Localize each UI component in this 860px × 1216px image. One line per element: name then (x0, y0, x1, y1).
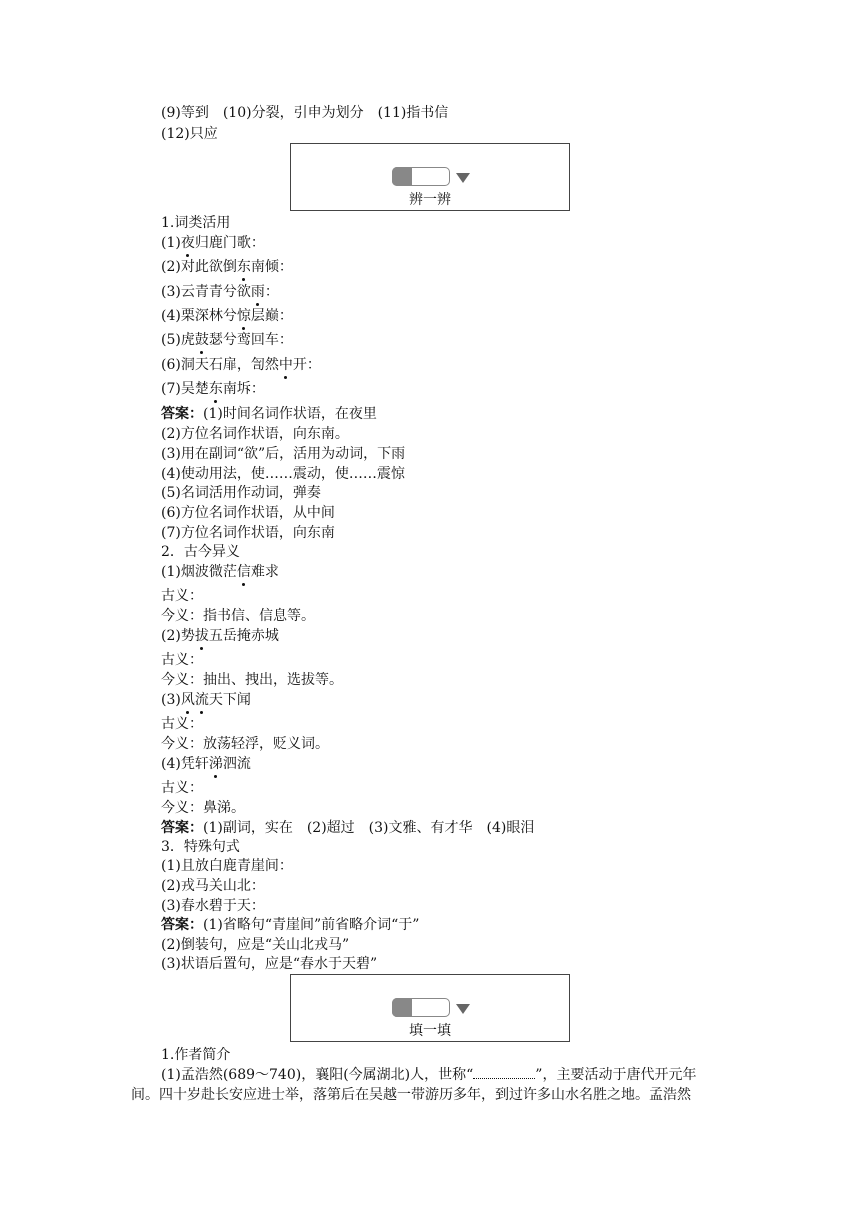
question-line: (1)且放白鹿青崖间： (161, 858, 293, 874)
section-banner-bianyibian (290, 143, 570, 211)
banner-label: 填一填 (409, 1023, 451, 1039)
question-line: (3)云青青兮欲雨： (161, 284, 279, 300)
answer-line: (2)方位名词作状语，向东南。 (161, 426, 349, 442)
section-heading: 2．古今异义 (161, 544, 240, 560)
answer-line: 答案：(1)省略句“青崖间”前省略介词“于” (161, 917, 420, 933)
jin-yi-line: 今义：鼻涕。 (161, 800, 245, 816)
prev-answer-line: (12)只应 (161, 126, 218, 142)
answer-line: 答案：(1)副词，实在 (2)超过 (3)文雅、有才华 (4)眼泪 (161, 820, 535, 836)
paragraph-line: (1)孟浩然(689～740)，襄阳(今属湖北)人，世称“ ”，主要活动于唐代开元年 (161, 1067, 697, 1083)
question-line: (2)对此欲倒东南倾： (161, 259, 293, 275)
section-heading: 1.词类活用 (161, 215, 231, 231)
triangle-down-icon (456, 1004, 470, 1014)
fill-in-blank[interactable] (473, 1066, 535, 1079)
question-line: (4)栗深林兮惊层巅： (161, 308, 293, 324)
answer-line: (3)用在副词“欲”后，活用为动词，下雨 (161, 446, 406, 462)
gu-yi-label: 古义： (161, 716, 203, 732)
question-line: (1)夜归鹿门歌： (161, 235, 265, 251)
gu-yi-label: 古义： (161, 588, 203, 604)
section-heading: 3．特殊句式 (161, 839, 240, 855)
jin-yi-line: 今义：指书信、信息等。 (161, 608, 315, 624)
answer-line: (6)方位名词作状语，从中间 (161, 505, 335, 521)
gu-yi-label: 古义： (161, 780, 203, 796)
section-heading: 1.作者简介 (161, 1047, 231, 1063)
section-banner-tianyitian (290, 974, 570, 1042)
answer-line: (4)使动用法，使……震动，使……震惊 (161, 466, 405, 482)
question-line: (2)戎马关山北： (161, 878, 265, 894)
jin-yi-line: 今义：抽出、拽出，选拔等。 (161, 672, 343, 688)
paragraph-line: 间。四十岁赴长安应进士举，落第后在吴越一带游历多年，到过许多山水名胜之地。孟浩然 (131, 1087, 691, 1103)
prev-answer-line: (9)等到 (10)分裂，引申为划分 (11)指书信 (161, 105, 449, 121)
section-badge (392, 998, 450, 1017)
question-line: (5)虎鼓瑟兮鸾回车： (161, 332, 293, 348)
triangle-down-icon (456, 173, 470, 183)
answer-line: (3)状语后置句，应是“春水于天碧” (161, 956, 378, 972)
answer-line: (7)方位名词作状语，向东南 (161, 525, 335, 541)
answer-line: (5)名词活用作动词，弹奏 (161, 485, 321, 501)
question-line: (4)凭轩涕泗流 (161, 756, 251, 772)
answer-line: 答案：(1)时间名词作状语，在夜里 (161, 406, 377, 422)
question-line: (2)势拔五岳掩赤城 (161, 628, 279, 644)
question-line: (6)洞天石扉，訇然中开： (161, 357, 321, 373)
section-badge (392, 167, 450, 186)
question-line: (7)吴楚东南坼： (161, 381, 265, 397)
banner-label: 辨一辨 (409, 192, 451, 208)
question-line: (3)风流天下闻 (161, 692, 251, 708)
gu-yi-label: 古义： (161, 652, 203, 668)
badge-fill (392, 167, 412, 186)
jin-yi-line: 今义：放荡轻浮，贬义词。 (161, 736, 329, 752)
answer-line: (2)倒装句，应是“关山北戎马” (161, 937, 350, 953)
question-line: (3)春水碧于天： (161, 898, 265, 914)
question-line: (1)烟波微茫信难求 (161, 564, 279, 580)
badge-fill (392, 998, 412, 1017)
